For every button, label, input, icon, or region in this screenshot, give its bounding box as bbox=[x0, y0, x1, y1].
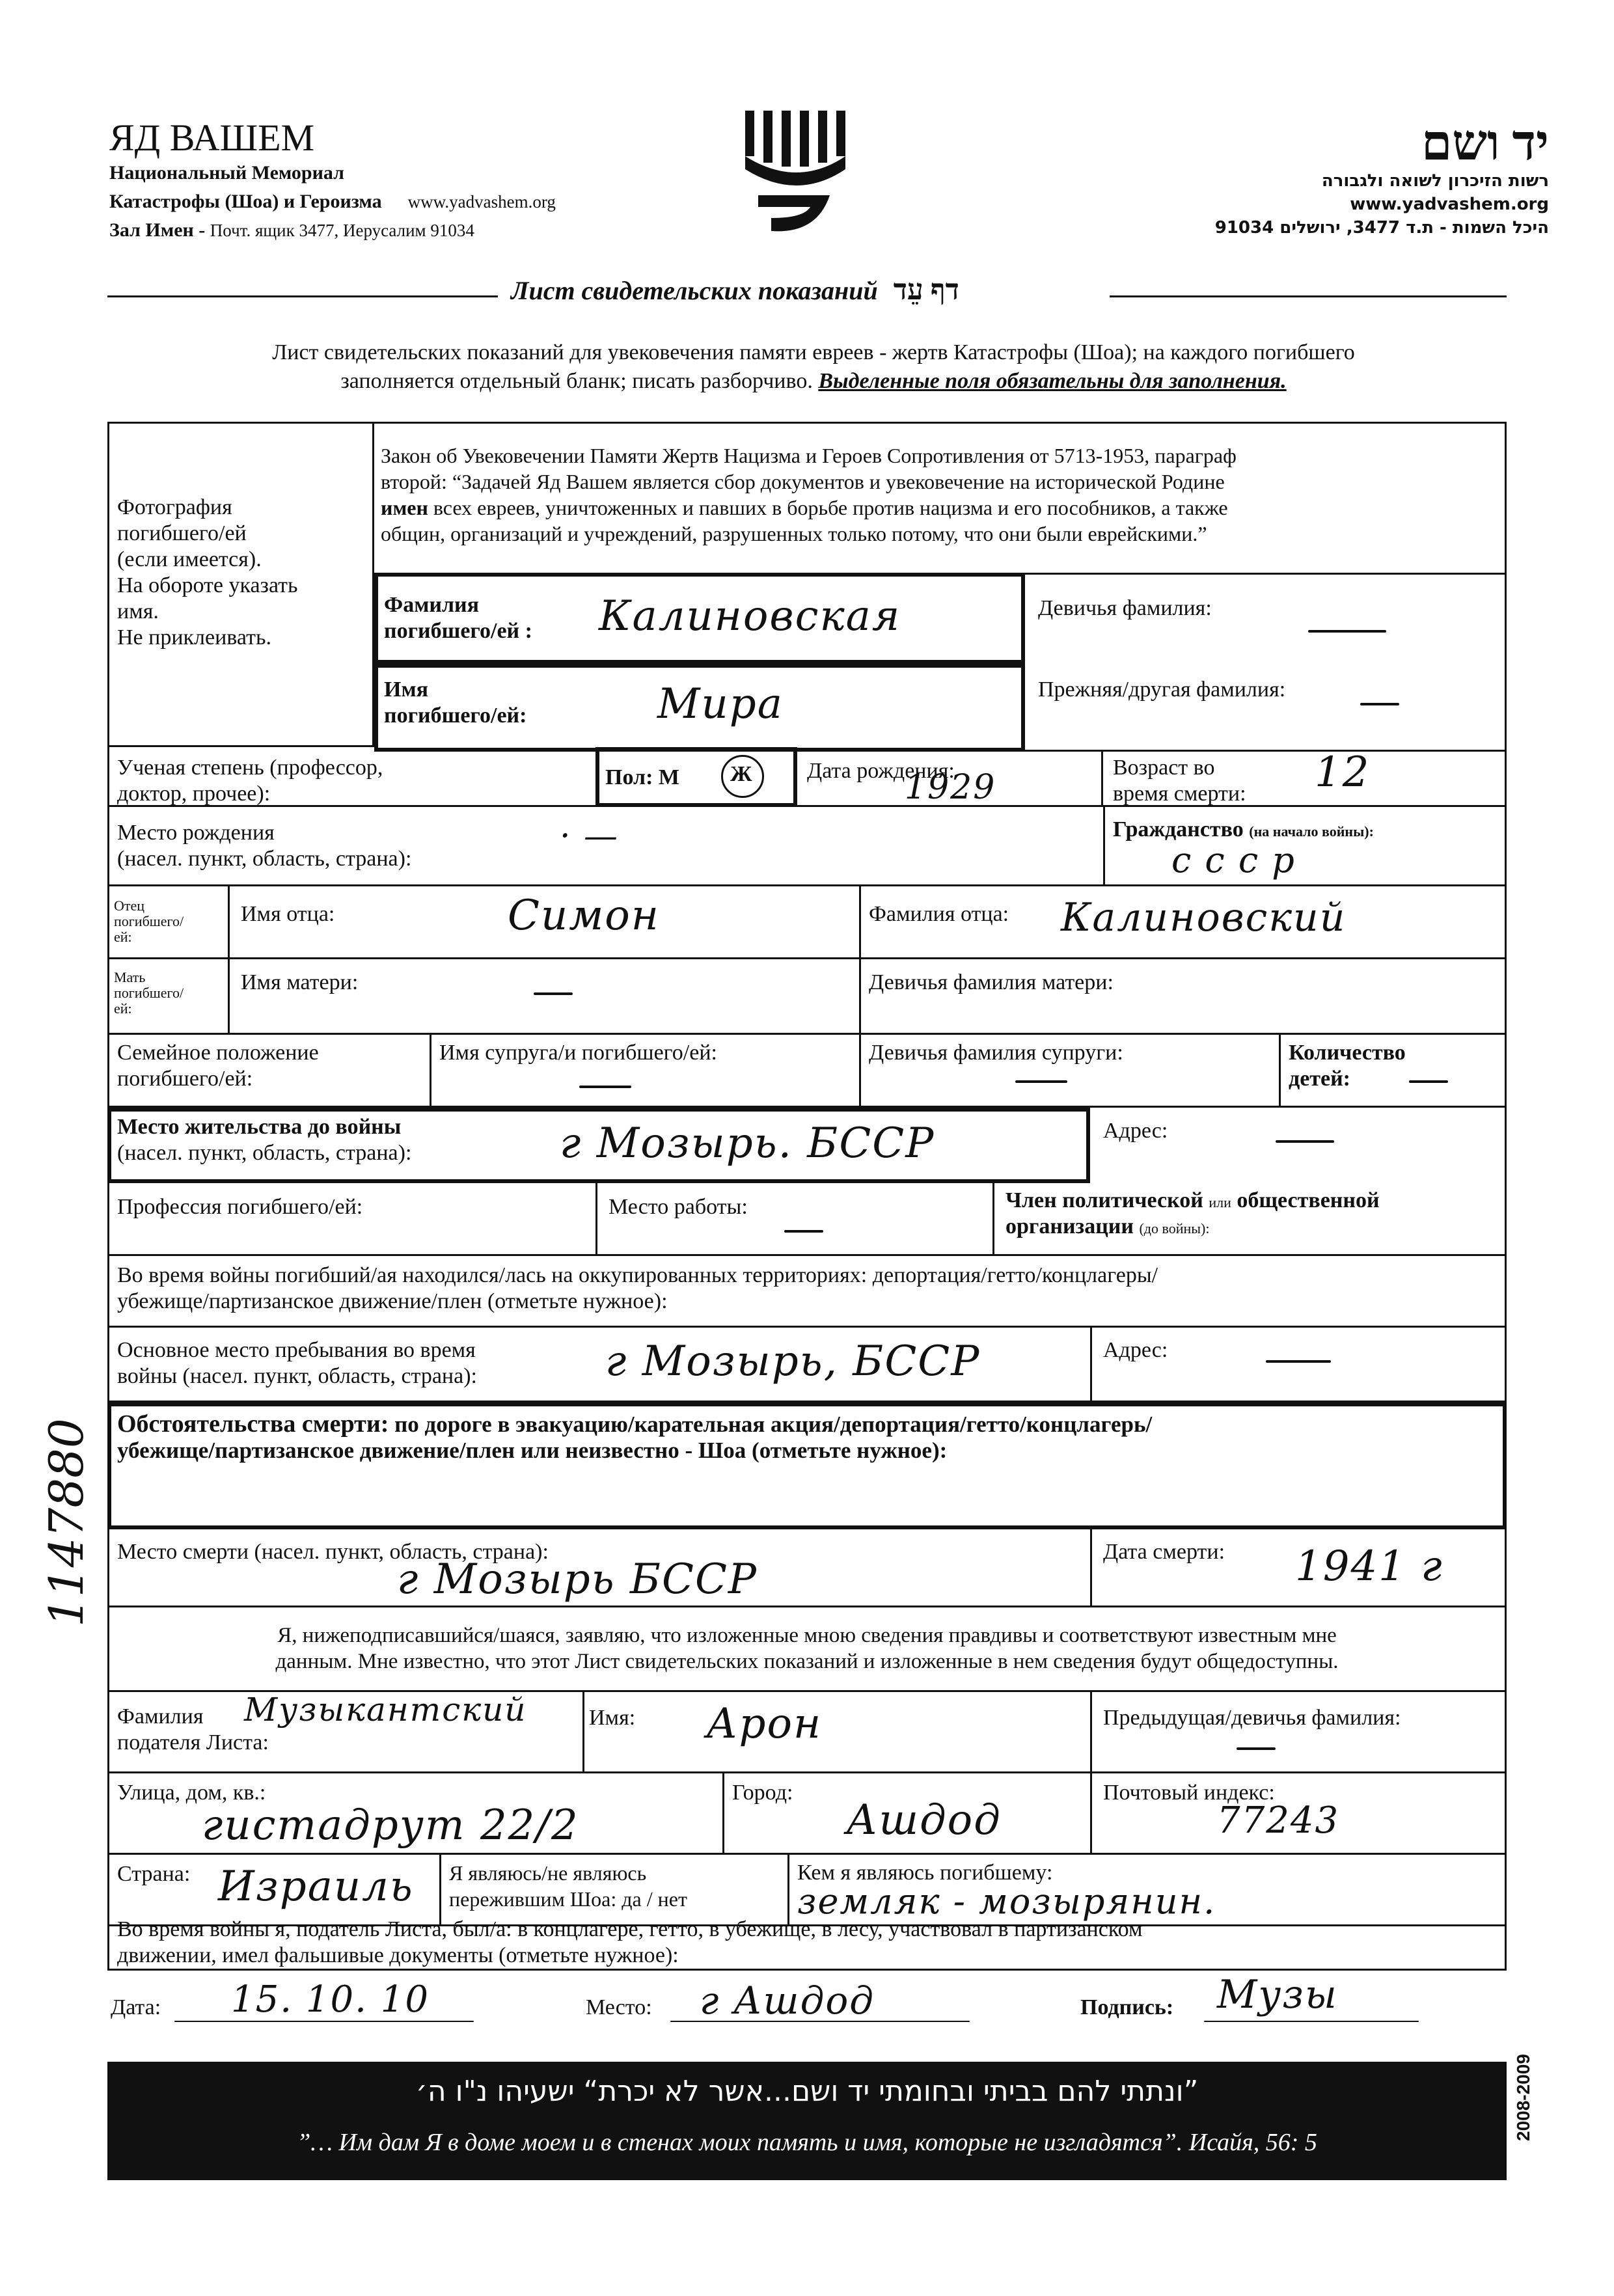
mother-name-dash bbox=[534, 992, 573, 995]
submitter-war-label: Во время войны я, податель Листа, был/а: в концлагере, гетто, в убежище, в лесу, участвовал в партизанском движении, имел фальшивые документы (отметьте нужное): bbox=[117, 1917, 1143, 1967]
address2-label: Адрес: bbox=[1103, 1338, 1168, 1362]
title-rule-left bbox=[107, 295, 498, 297]
submitter-name-value: Арон bbox=[706, 1700, 823, 1748]
year-code: 2008-2009 bbox=[1513, 2054, 1533, 2141]
marital-div1 bbox=[430, 1035, 431, 1108]
ru-org-line3: Зал Имен - Почт. ящик 3477, Иерусалим 91034 bbox=[109, 219, 474, 241]
city-value: Ашдод bbox=[846, 1796, 1002, 1844]
signature-line bbox=[1204, 2021, 1419, 2022]
maiden-name-label: Девичья фамилия: bbox=[1038, 596, 1212, 620]
intro-line1: Лист свидетельских показаний для увековечения памяти евреев - жертв Катастрофы (Шоа); на каждого погибшего bbox=[272, 340, 1355, 364]
war-label: Во время войны погибший/ая находился/лась на оккупированных территориях: депортация/гетто/концлагеры/ убежище/партизанское движение/плен (отметьте нужное): bbox=[117, 1263, 1158, 1313]
address2-dash bbox=[1266, 1360, 1331, 1363]
relation-value: земляк - мозырянин. bbox=[797, 1881, 1216, 1922]
country-label: Страна: bbox=[117, 1862, 191, 1886]
survivor-label: Я являюсь/не являюсь пережившим Шоа: да / нет bbox=[449, 1861, 687, 1911]
footer-russian-quote: ”… Им дам Я в доме моем и в стенах моих память и имя, которые не изгладятся”. Исайя, 56: 5 bbox=[297, 2129, 1317, 2156]
declaration-text: Я, нижеподписавшийся/шаяся, заявляю, что изложенные мною сведения правдивы и соответствуют известным мне данным. Мне известно, что этот Лист свидетельских показаний и изложенные в нем сведения будут общедоступны. bbox=[275, 1624, 1339, 1673]
addr-div2 bbox=[1090, 1773, 1092, 1855]
age-value: 12 bbox=[1315, 748, 1371, 797]
death-date-value: 1941 г bbox=[1295, 1542, 1443, 1591]
place-value: г Ашдод bbox=[700, 1978, 875, 2023]
sub-div2 bbox=[1090, 1692, 1092, 1773]
father-name-value: Симон bbox=[508, 892, 660, 940]
form-title-he: דף עֵד bbox=[893, 274, 959, 306]
footer-hebrew-quote: ”ונתתי להם בביתי ובחומתי יד ושם...אשר לא יכרת“ ישעיהו נ"ו ה׳ bbox=[415, 2075, 1199, 2108]
sub-div1 bbox=[582, 1692, 584, 1773]
father-surname-label: Фамилия отца: bbox=[869, 902, 1009, 926]
name-label: Имя погибшего/ей: bbox=[384, 677, 527, 728]
ru-org-title: ЯД ВАШЕМ bbox=[109, 116, 315, 159]
date-label: Дата: bbox=[111, 1995, 161, 2019]
submitter-surname-label: Фамилия подателя Листа: bbox=[117, 1704, 269, 1755]
submitter-surname-value: Музыкантский bbox=[244, 1691, 527, 1729]
zip-label: Почтовый индекс: bbox=[1103, 1781, 1275, 1805]
hebrew-org-header bbox=[1215, 117, 1549, 239]
menorah-logo-icon bbox=[732, 104, 862, 234]
main-place-label: Основное место пребывания во время войны (насел. пункт, область, страна): bbox=[117, 1338, 477, 1388]
yad-vashem-logo bbox=[732, 104, 862, 238]
mother-name-label: Имя матери: bbox=[241, 970, 359, 994]
children-label: Количество детей: bbox=[1289, 1041, 1406, 1091]
prof-div1 bbox=[595, 1183, 597, 1256]
spouse-name-label: Имя супруга/и погибшего/ей: bbox=[439, 1041, 717, 1065]
citizenship-value: с с с р bbox=[1171, 840, 1296, 881]
right-name-col bbox=[1025, 573, 1507, 752]
death-circ-label: Обстоятельства смерти: по дороге в эвакуацию/карательная акция/депортация/гетто/концлагерь/ убежище/партизанское движение/плен или неизвестно - Шоа (отметьте нужное): bbox=[117, 1410, 1153, 1463]
zip-value: 77243 bbox=[1217, 1799, 1340, 1842]
citizenship-divider bbox=[1103, 807, 1105, 886]
birth-place-label: Место рождения (насел. пункт, область, страна): bbox=[117, 821, 412, 871]
citizenship-label: Гражданство (на начало войны): bbox=[1113, 817, 1374, 841]
spouse-name-dash bbox=[579, 1086, 631, 1088]
children-dash bbox=[1409, 1080, 1448, 1083]
addr-div1 bbox=[722, 1773, 724, 1855]
residence-label: Место жительства до войны (насел. пункт, область, страна): bbox=[117, 1115, 412, 1165]
form-title: Лист свидетельских показаний דף עֵד bbox=[511, 274, 959, 306]
workplace-label: Место работы: bbox=[609, 1195, 748, 1219]
street-value: гистадрут 22/2 bbox=[202, 1801, 579, 1850]
he-org-title: יד ושם bbox=[1421, 116, 1549, 171]
photo-instructions: Фотография погибшего/ей (если имеется). На обороте указать имя. Не приклеивать. bbox=[117, 495, 298, 649]
father-name-label: Имя отца: bbox=[241, 902, 335, 926]
form-title-row bbox=[107, 273, 1507, 312]
death-place-div bbox=[1090, 1529, 1092, 1607]
russian-org-header bbox=[109, 117, 556, 245]
street-label: Улица, дом, кв.: bbox=[117, 1781, 266, 1805]
date-line bbox=[174, 2021, 474, 2022]
country-value: Израиль bbox=[218, 1863, 414, 1911]
prev-surname-label: Прежняя/другая фамилия: bbox=[1038, 677, 1286, 702]
marital-div2 bbox=[859, 1035, 861, 1108]
signature-label: Подпись: bbox=[1080, 1995, 1174, 2019]
spouse-maiden-label: Девичья фамилия супруги: bbox=[869, 1041, 1123, 1065]
he-org-line2: www.yadvashem.org bbox=[1350, 195, 1549, 214]
name-value: Мира bbox=[657, 680, 784, 728]
he-org-line3: היכל השמות - ת.ד 3477, ירושלים 91034 bbox=[1214, 218, 1549, 238]
member-label: Член политической или общественной организации (до войны): bbox=[1005, 1188, 1380, 1238]
ru-org-url: www.yadvashem.org bbox=[407, 192, 556, 212]
marital-div3 bbox=[1279, 1035, 1281, 1108]
residence-value: г Мозырь. БССР bbox=[560, 1119, 935, 1168]
marital-label: Семейное положение погибшего/ей: bbox=[117, 1041, 319, 1091]
profession-label: Профессия погибшего/ей: bbox=[117, 1195, 363, 1219]
birth-date-label: Дата рождения: bbox=[807, 759, 955, 783]
prof-div2 bbox=[992, 1183, 994, 1256]
country-div1 bbox=[439, 1855, 441, 1926]
he-org-line1: רשות הזיכרון לשואה ולגבורה bbox=[1321, 171, 1549, 191]
submitter-name-label: Имя: bbox=[589, 1706, 636, 1730]
sex-female-label: Ж bbox=[730, 762, 752, 786]
birth-date-value: 1929 bbox=[905, 768, 996, 807]
place-label: Место: bbox=[586, 1995, 652, 2019]
main-place-value: г Мозырь, БССР bbox=[605, 1337, 981, 1386]
intro-line2: заполняется отдельный бланк; писать разборчиво. Выделенные поля обязательны для заполнения. bbox=[340, 369, 1287, 393]
city-label: Город: bbox=[732, 1781, 793, 1805]
death-place-label: Место смерти (насел. пункт, область, страна): bbox=[117, 1540, 549, 1564]
relation-label: Кем я являюсь погибшему: bbox=[797, 1861, 1053, 1885]
father-surname-value: Калиновский bbox=[1061, 895, 1347, 940]
death-place-value: г Мозырь БССР bbox=[397, 1555, 758, 1604]
mother-maiden-label: Девичья фамилия матери: bbox=[869, 970, 1114, 994]
submitter-prev-dash bbox=[1237, 1747, 1276, 1750]
ru-org-line1: Национальный Мемориал bbox=[109, 162, 344, 184]
intro-text bbox=[130, 338, 1497, 396]
death-date-label: Дата смерти: bbox=[1103, 1540, 1225, 1564]
sex-label: Пол: М bbox=[605, 765, 679, 789]
title-rule-right bbox=[1110, 295, 1507, 297]
surname-value: Калиновская bbox=[599, 592, 901, 640]
main-place-div bbox=[1090, 1328, 1092, 1402]
address-dash bbox=[1276, 1140, 1334, 1143]
workplace-dash bbox=[784, 1230, 823, 1233]
age-label: Возраст во время смерти: bbox=[1113, 756, 1246, 806]
submitter-prev-label: Предыдущая/девичья фамилия: bbox=[1103, 1706, 1401, 1730]
address-label: Адрес: bbox=[1103, 1119, 1168, 1143]
ru-org-line2: Катастрофы (Шоа) и Героизма www.yadvashem.org bbox=[109, 191, 556, 212]
surname-label: Фамилия погибшего/ей : bbox=[384, 593, 532, 643]
spouse-maiden-dash bbox=[1015, 1080, 1067, 1083]
signature-value: Музы bbox=[1217, 1972, 1338, 2017]
mother-side-label: Мать погибшего/ ей: bbox=[114, 969, 184, 1017]
date-value: 15. 10. 10 bbox=[231, 1978, 430, 2021]
father-side-label: Отец погибшего/ ей: bbox=[114, 897, 184, 945]
required-note: Выделенные поля обязательны для заполнения. bbox=[818, 369, 1287, 393]
footer-quote-bar bbox=[107, 2062, 1507, 2180]
margin-handwritten-number: 1147880 bbox=[39, 1418, 94, 1627]
degree-label: Ученая степень (профессор, доктор, прочее): bbox=[117, 756, 383, 806]
country-div2 bbox=[787, 1855, 789, 1926]
birth-place-value: · — bbox=[560, 817, 620, 856]
law-text: Закон об Увековечении Памяти Жертв Нацизма и Героев Сопротивления от 5713-1953, параграф второй: “Задачей Яд Вашем является сбор документов и увековечение на исторической Родине имен всех евреев, уничтоженных и павших в борьбе против нацизма и его пособников, а также общин, организаций и учреждений, разрушенных только потому, что они были еврейскими.” bbox=[381, 444, 1237, 545]
